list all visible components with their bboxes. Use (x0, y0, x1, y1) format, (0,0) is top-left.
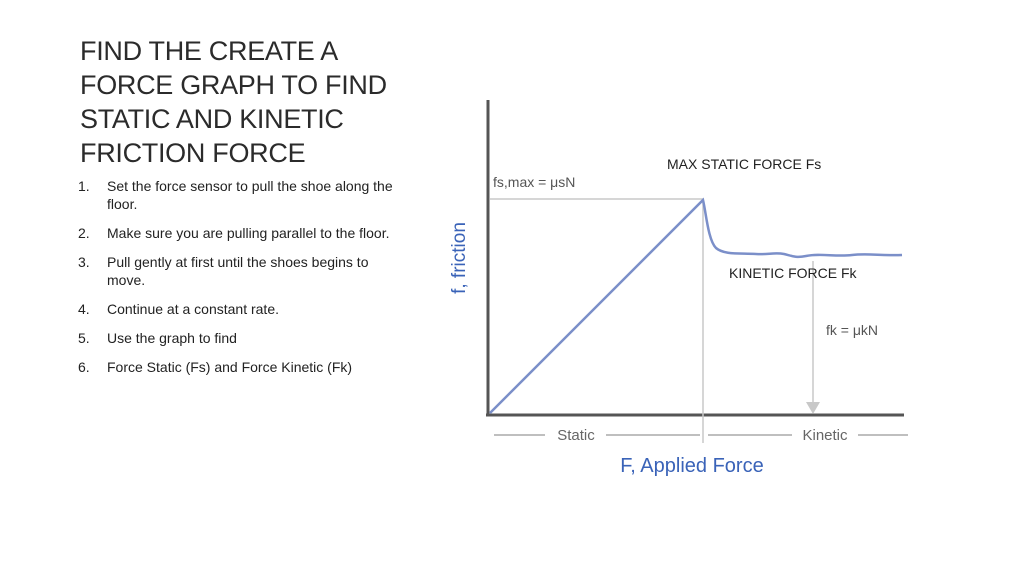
y-axis-label: f, friction (449, 222, 470, 294)
step-number: 4. (78, 301, 90, 317)
friction-curve (490, 200, 902, 413)
kinetic-region-label: Kinetic (802, 427, 848, 444)
step-text: Force Static (Fs) and Force Kinetic (Fk) (107, 359, 353, 375)
step-text: Pull gently at first until the shoes begins to move. (107, 254, 369, 288)
fk-arrow-head (806, 402, 820, 414)
step-number: 1. (78, 178, 90, 194)
max-static-force-annotation: MAX STATIC FORCE Fs (667, 156, 822, 172)
fs-max-label: fs,max = μsN (493, 174, 576, 190)
step-number: 5. (78, 330, 90, 346)
slide-title: FIND THE CREATE A FORCE GRAPH TO FIND STATIC AND KINETIC FRICTION FORCE (80, 36, 387, 168)
step-number: 6. (78, 359, 90, 375)
x-axis-label: F, Applied Force (620, 455, 764, 477)
step-text: Use the graph to find (107, 330, 237, 346)
step-number: 2. (78, 225, 90, 241)
fk-label: fk = μkN (826, 322, 879, 338)
static-region-label: Static (557, 427, 595, 444)
step-number: 3. (78, 254, 90, 270)
step-text: Make sure you are pulling parallel to the floor. (107, 225, 390, 241)
kinetic-force-annotation: KINETIC FORCE Fk (729, 265, 857, 281)
step-text: Continue at a constant rate. (107, 301, 279, 317)
step-text: Set the force sensor to pull the shoe along the floor. (107, 178, 393, 212)
